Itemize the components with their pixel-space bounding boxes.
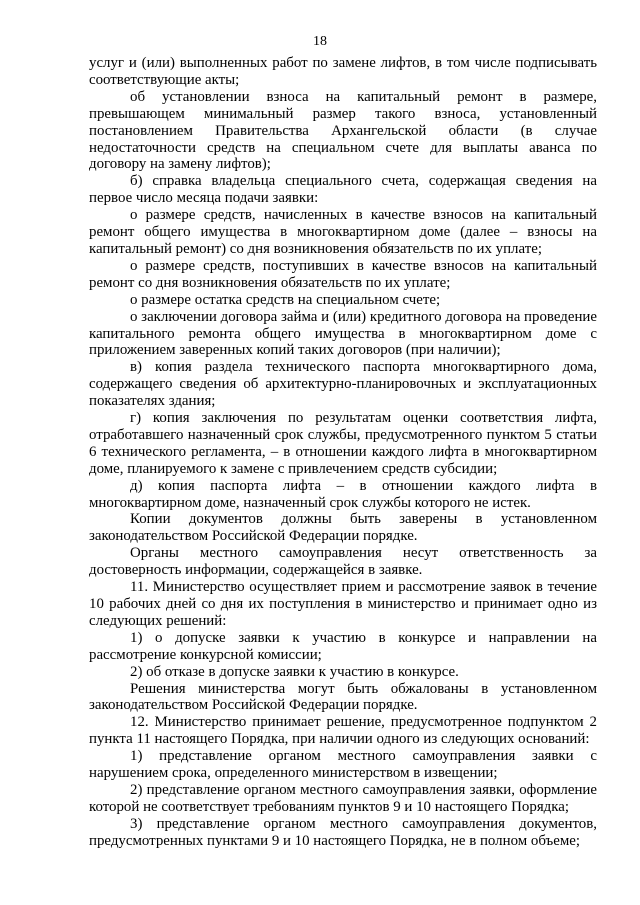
paragraph: 2) представление органом местного самоуправления заявки, оформление которой не соответствует требованиям пунктов 9 и 10 настоящего Порядка; — [89, 781, 597, 815]
paragraph: г) копия заключения по результатам оценки соответствия лифта, отработавшего назначенный срок службы, предусмотренного пунктом 5 статьи 6 технического регламента, – в отношении каждого лифта в многоквартирном доме, планируемого к замене с привлечением средств субсидии; — [89, 410, 597, 477]
paragraph: о заключении договора займа и (или) кредитного договора на проведение капитального ремонта общего имущества в многоквартирном доме с приложением заверенных копий таких договоров (при наличии); — [89, 308, 597, 359]
page-number: 18 — [313, 34, 327, 49]
document-body — [89, 55, 597, 850]
paragraph: 1) представление органом местного самоуправления заявки с нарушением срока, определенного министерством в извещении; — [89, 748, 597, 782]
paragraph: Копии документов должны быть заверены в установленном законодательством Российской Федерации порядке. — [89, 511, 597, 545]
paragraph: в) копия раздела технического паспорта многоквартирного дома, содержащего сведения об архитектурно-планировочных и эксплуатационных показателях здания; — [89, 359, 597, 410]
paragraph: б) справка владельца специального счета, содержащая сведения на первое число месяца подачи заявки: — [89, 173, 597, 207]
paragraph: Решения министерства могут быть обжалованы в установленном законодательством Российской Федерации порядке. — [89, 680, 597, 714]
paragraph: 2) об отказе в допуске заявки к участию в конкурсе. — [130, 663, 459, 680]
paragraph: 12. Министерство принимает решение, предусмотренное подпунктом 2 пункта 11 настоящего Порядка, при наличии одного из следующих оснований: — [89, 714, 597, 748]
paragraph: об установлении взноса на капитальный ремонт в размере, превышающем минимальный размер такого взноса, установленный постановлением Правительства Архангельской области (в случае недостаточности средств на специальном счете для выплаты аванса по договору на замену лифтов); — [89, 88, 597, 173]
paragraph: о размере остатка средств на специальном счете; — [130, 291, 441, 308]
paragraph: о размере средств, начисленных в качестве взносов на капитальный ремонт общего имущества в многоквартирном доме (далее – взносы на капитальный ремонт) со дня возникновения обязательств по их уплате; — [89, 207, 597, 257]
paragraph: д) копия паспорта лифта – в отношении каждого лифта в многоквартирном доме, назначенный срок службы которого не истек. — [89, 477, 597, 511]
paragraph: услуг и (или) выполненных работ по замене лифтов, в том числе подписывать соответствующие акты; — [89, 55, 597, 88]
paragraph: о размере средств, поступивших в качестве взносов на капитальный ремонт со дня возникновения обязательств по их уплате; — [89, 257, 597, 291]
paragraph: 1) о допуске заявки к участию в конкурсе и направлении на рассмотрение конкурсной комиссии; — [89, 629, 597, 663]
paragraph: 11. Министерство осуществляет прием и рассмотрение заявок в течение 10 рабочих дней со дня их поступления в министерство и принимает одно из следующих решений: — [89, 579, 597, 629]
paragraph: Органы местного самоуправления несут ответственность за достоверность информации, содержащейся в заявке. — [89, 545, 597, 579]
paragraph: 3) представление органом местного самоуправления документов, предусмотренных пунктами 9 и 10 настоящего Порядка, не в полном объеме; — [89, 815, 597, 849]
